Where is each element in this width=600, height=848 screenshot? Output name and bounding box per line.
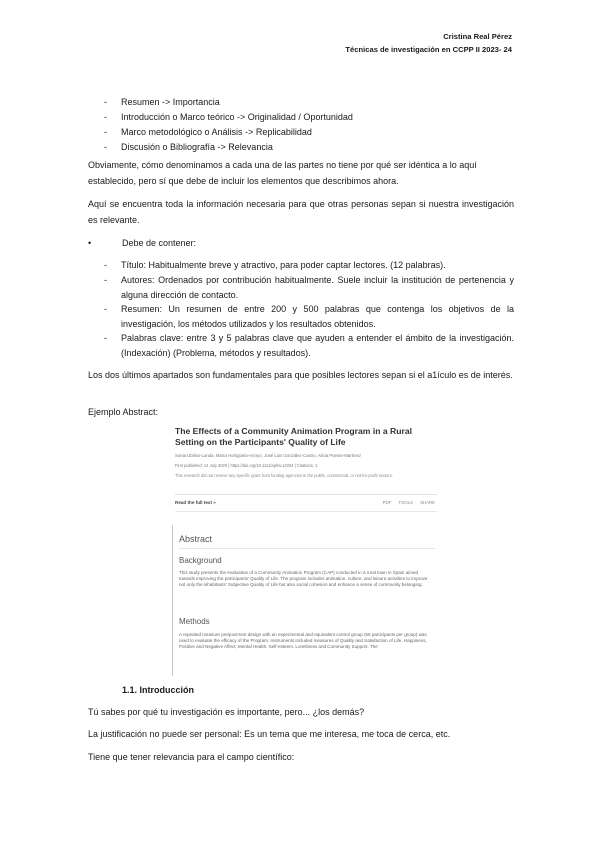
abstract-heading: Abstract xyxy=(179,534,213,544)
share-link[interactable]: SHARE xyxy=(420,500,435,505)
header-course: Técnicas de investigación en CCPP II 2023- 24 xyxy=(345,45,512,54)
article-tools xyxy=(377,500,435,505)
paragraph: Aquí se encuentra toda la información necesaria para que otras personas sepan si nuestra investigación es relevante. xyxy=(88,199,514,225)
abstract-example-image xyxy=(167,420,443,676)
article-meta: First published: 14 July 2020 | https://doi.org/10.1111/aphw.12204 | Citations: 1 xyxy=(175,463,318,468)
document-page: Cristina Real Pérez Técnicas de investigación en CCPP II 2023- 24 - Resumen -> Importancia - Introducción o Marco teórico -> Originalidad / Oportunidad - Marco metodológico o Análisis -> Replicabilidad - Discusión o Bibliografía -> Relevancia Obviamente, cómo denominamos a cada una de las partes no tiene por qué ser idéntica a lo aquí establecido, pero sí que debe de incluir los elementos que describimos ahora. Aquí se encuentra toda la información necesaria para que otras personas sepan si nuestra investigación es relevante. • Debe de contener: - Título: Habitualmente breve y atractivo, para poder captar lectores. (12 palabras). - Autores: Ordenados por contribución habitualmente. Suele incluir la institución de pertenencia y alguna dirección de contacto. - Resumen: Un resumen de entre 200 y 500 palabras que contenga los objetivos de la investigación, los métodos utilizados y los resultados obtenidos. - Palabras clave: entre 3 y 5 palabras clave que ayuden a entender el ámbito de la investigación. (Indexación) (Problema, métodos y resultados). Los dos últimos apartados son fundamentales para que posibles lectores sepan si el a1ículo es de interés. Ejemplo Abstract: The Effects of a Community Animation Program in a Rural Setting on the Participants' Quality of Life Sonia Ubillos-Landa, María Hortigüela-Arroyo, José Luis González-Castro, Alicia Puente-Martínez First published: 14 July 2020 | https://doi.org/10.1111/aphw.12204 | Citations: 1 This research did not receive any specific grant from funding agencies in the public, commercial, or not-for-profit sectors. Read the full text » PDF TOOLS SHARE Abstract Background This study presents the evaluation of a Community Animation Program (CAP) conducted in a rural town in Spain aimed towards improving the participants' Quality of Life. The program includes animation, culture, and leisure activities to improve not only the inhabitants' Subjective Quality of Life but also social cohesion and enhance a sense of community belonging. Methods A repeated measure pre/post-test design with an experimental and equivalent control group (55 participants per group) was used to evaluate the efficacy of the Program. Instruments included measures of Quality and Satisfaction of Life, Happiness, Positive and Negative Affect, Mental Health, Self-esteem, Loneliness and Community Support. The 1.1. Introducción Tú sabes por qué tu investigación es importante, pero... ¿los demás? La justificación no puede ser personal: Es un tema que me interesa, me toca de cerca, etc. Tiene que tener relevancia para el campo científico: xyxy=(0,0,600,848)
methods-text: A repeated measure pre/post-test design with an experimental and equivalent control group (55 participants per group) was used to evaluate the efficacy of the Program. Instruments included measures of Quality and Satisfaction of Life, Happiness, Positive and Negative Affect, Mental Health, Self-esteem, Loneliness and Community Support. The xyxy=(179,632,427,650)
example-label: Ejemplo Abstract: xyxy=(88,407,159,417)
background-heading: Background xyxy=(179,556,222,565)
contents-list-item: - Título: Habitualmente breve y atractivo, para poder captar lectores. (12 palabras). xyxy=(104,260,446,270)
structure-list-item: - Introducción o Marco teórico -> Originalidad / Oportunidad xyxy=(104,112,353,122)
contents-list-item: - Autores: Ordenados por contribución habitualmente. Suele incluir la institución de pertenencia y alguna dirección de contacto. xyxy=(104,275,514,300)
contents-list-item: - Palabras clave: entre 3 y 5 palabras clave que ayuden a entender el ámbito de la investigación. (Indexación) (Problema, métodos y resultados). xyxy=(104,333,514,358)
structure-list-item: - Resumen -> Importancia xyxy=(104,97,220,107)
divider xyxy=(175,494,437,495)
read-full-text-link[interactable]: Read the full text » xyxy=(175,500,216,505)
article-title: The Effects of a Community Animation Program in a Rural Setting on the Participants' Quality of Life xyxy=(175,426,412,447)
header-author: Cristina Real Pérez xyxy=(443,32,512,41)
contents-list-item: - Resumen: Un resumen de entre 200 y 500 palabras que contenga los objetivos de la investigación, los métodos utilizados y los resultados obtenidos. xyxy=(104,304,514,329)
divider xyxy=(175,511,437,512)
paragraph: Obviamente, cómo denominamos a cada una de las partes no tiene por qué ser idéntica a lo aquí establecido, pero sí que debe de incluir los elementos que describimos ahora. xyxy=(88,160,477,186)
pdf-link[interactable]: PDF xyxy=(382,500,392,505)
structure-list-item: - Marco metodológico o Análisis -> Replicabilidad xyxy=(104,127,312,137)
paragraph: La justificación no puede ser personal: Es un tema que me interesa, me toca de cerca, etc. xyxy=(88,729,451,739)
paragraph: Tiene que tener relevancia para el campo científico: xyxy=(88,752,295,762)
paragraph: Los dos últimos apartados son fundamentales para que posibles lectores sepan si el a1ículo es de interés. xyxy=(88,370,513,380)
divider xyxy=(179,548,435,549)
methods-heading: Methods xyxy=(179,617,210,626)
funding-note: This research did not receive any specific grant from funding agencies in the public, commercial, or not-for-profit sectors. xyxy=(175,473,393,478)
paragraph: Tú sabes por qué tu investigación es importante, pero... ¿los demás? xyxy=(88,707,365,717)
structure-list-item: - Discusión o Bibliografía -> Relevancia xyxy=(104,142,273,152)
tools-link[interactable]: TOOLS xyxy=(398,500,413,505)
background-text: This study presents the evaluation of a Community Animation Program (CAP) conducted in a rural town in Spain aimed towards improving the participants' Quality of Life. The program includes animation, culture, and leisure activities to improve not only the inhabitants' Subjective Quality of Life but also social cohesion and enhance a sense of community belonging. xyxy=(179,570,428,588)
section-heading: 1.1. Introducción xyxy=(122,685,195,695)
article-authors: Sonia Ubillos-Landa, María Hortigüela-Arroyo, José Luis González-Castro, Alicia Puente-Martínez xyxy=(175,453,362,458)
